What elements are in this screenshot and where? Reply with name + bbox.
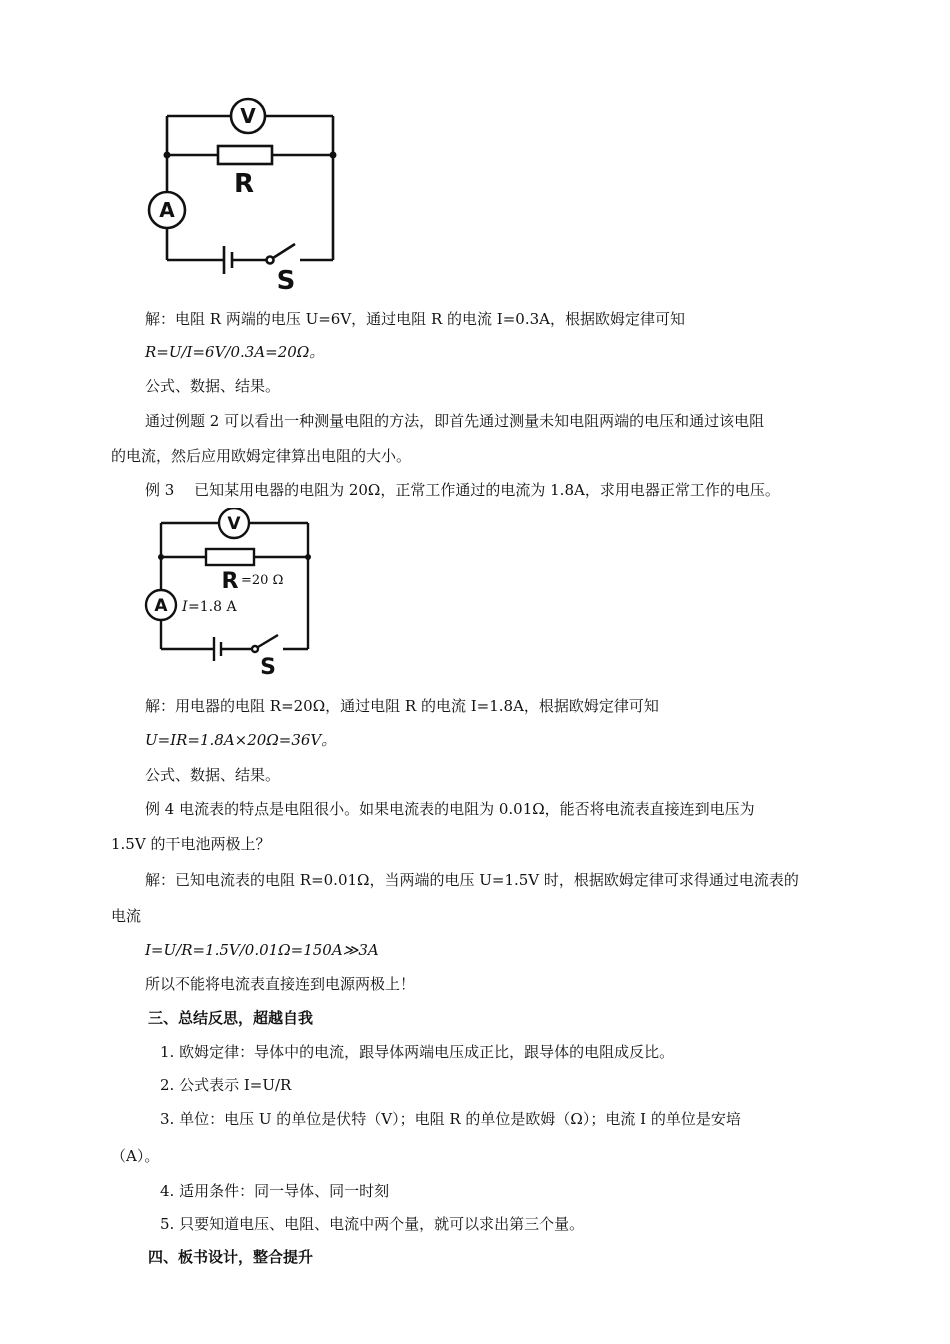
equation-4: I=U/R=1.5V/0.01Ω=150A≫3A xyxy=(145,941,379,959)
example-4a: 例 4 电流表的特点是电阻很小。如果电流表的电阻为 0.01Ω，能否将电流表直接连到电压为 xyxy=(145,800,755,818)
example-4b: 1.5V 的干电池两极上？ xyxy=(111,835,271,853)
conclusion-4: 所以不能将电流表直接连到电源两极上！ xyxy=(145,975,416,993)
switch-label-2: S xyxy=(260,655,276,680)
summary-item-3b: （A）。 xyxy=(111,1147,160,1165)
resistor-label-2: R xyxy=(221,569,239,594)
section-heading-3: 三、总结反思，超越自我 xyxy=(148,1009,314,1027)
circuit-diagram-1 xyxy=(140,92,350,297)
summary-item-5: 5. 只要知道电压、电阻、电流中两个量，就可以求出第三个量。 xyxy=(160,1215,585,1233)
solution-1: 解：电阻 R 两端的电压 U=6V，通过电阻 R 的电流 I=0.3A，根据欧姆定律可知 xyxy=(145,310,685,328)
section-heading-4: 四、板书设计，整合提升 xyxy=(148,1248,314,1266)
ammeter-label: A xyxy=(159,198,175,222)
ammeter-label-2: A xyxy=(154,596,168,616)
paragraph-2a: 通过例题 2 可以看出一种测量电阻的方法，即首先通过测量未知电阻两端的电压和通过该电阻 xyxy=(145,412,765,430)
summary-item-1: 1. 欧姆定律：导体中的电流，跟导体两端电压成正比，跟导体的电阻成反比。 xyxy=(160,1043,675,1061)
equation-1: R=U/I=6V/0.3A=20Ω。 xyxy=(145,343,325,361)
summary-3: 公式、数据、结果。 xyxy=(145,766,281,784)
summary-item-4: 4. 适用条件：同一导体、同一时刻 xyxy=(160,1182,390,1200)
summary-1: 公式、数据、结果。 xyxy=(145,377,281,395)
voltmeter-label: V xyxy=(240,104,256,128)
summary-item-2: 2. 公式表示 I=U/R xyxy=(160,1076,292,1094)
example-3: 例 3 已知某用电器的电阻为 20Ω，正常工作通过的电流为 1.8A，求用电器正常工作的电压。 xyxy=(145,481,780,499)
current-value: =1.8 A xyxy=(188,599,237,615)
current-symbol: I xyxy=(182,599,188,615)
voltmeter-label-2: V xyxy=(227,514,241,534)
switch-label: S xyxy=(276,266,296,296)
resistor-value: =20 Ω xyxy=(241,573,284,588)
paragraph-2b: 的电流，然后应用欧姆定律算出电阻的大小。 xyxy=(111,447,412,465)
solution-3: 解：用电器的电阻 R=20Ω，通过电阻 R 的电流 I=1.8A，根据欧姆定律可知 xyxy=(145,697,659,715)
equation-3: U=IR=1.8A×20Ω=36V。 xyxy=(145,731,337,749)
solution-4b: 电流 xyxy=(111,907,142,925)
circuit-diagram-2 xyxy=(142,508,317,683)
summary-item-3a: 3. 单位：电压 U 的单位是伏特（V）；电阻 R 的单位是欧姆（Ω）；电流 I 的单位是安培 xyxy=(160,1110,741,1128)
solution-4a: 解：已知电流表的电阻 R=0.01Ω，当两端的电压 U=1.5V 时，根据欧姆定律可求得通过电流表的 xyxy=(145,871,799,889)
resistor-label: R xyxy=(233,169,255,199)
